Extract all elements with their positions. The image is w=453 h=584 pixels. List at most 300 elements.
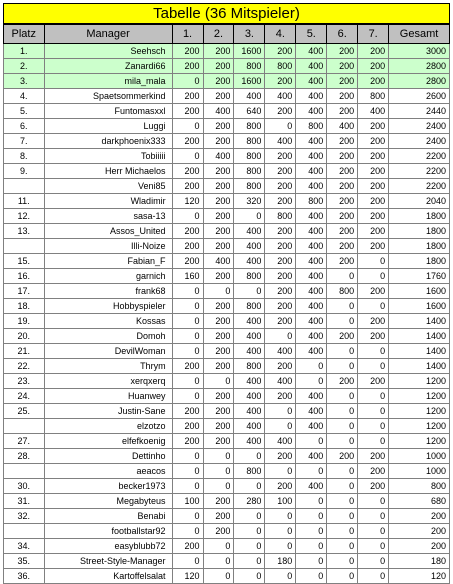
cell-round-4: 400 — [265, 434, 296, 449]
cell-round-1: 200 — [172, 404, 203, 419]
cell-round-2: 200 — [203, 494, 234, 509]
cell-round-7: 200 — [358, 239, 389, 254]
cell-round-5: 0 — [296, 359, 327, 374]
cell-gesamt: 1200 — [389, 404, 450, 419]
cell-round-3: 400 — [234, 419, 265, 434]
cell-round-6: 0 — [327, 554, 358, 569]
cell-round-1: 0 — [172, 314, 203, 329]
cell-platz: 19. — [4, 314, 45, 329]
cell-round-4: 200 — [265, 314, 296, 329]
table-row — [4, 449, 450, 464]
cell-round-1: 0 — [172, 299, 203, 314]
cell-round-7: 200 — [358, 59, 389, 74]
cell-round-6: 0 — [327, 314, 358, 329]
cell-round-1: 200 — [172, 254, 203, 269]
cell-manager: Thrym — [44, 359, 172, 374]
cell-round-5: 400 — [296, 254, 327, 269]
cell-round-6: 400 — [327, 119, 358, 134]
cell-round-2: 200 — [203, 299, 234, 314]
header-round-1: 1. — [172, 25, 203, 44]
cell-manager: elzotzo — [44, 419, 172, 434]
cell-platz: 23. — [4, 374, 45, 389]
cell-manager: Zanardi66 — [44, 59, 172, 74]
cell-round-2: 0 — [203, 464, 234, 479]
cell-round-6: 800 — [327, 284, 358, 299]
cell-manager: xerqxerq — [44, 374, 172, 389]
cell-platz: 7. — [4, 134, 45, 149]
cell-round-2: 400 — [203, 104, 234, 119]
cell-platz: 36. — [4, 569, 45, 584]
cell-round-1: 0 — [172, 509, 203, 524]
table-row — [4, 194, 450, 209]
cell-round-6: 0 — [327, 359, 358, 374]
cell-round-3: 400 — [234, 224, 265, 239]
cell-round-1: 0 — [172, 74, 203, 89]
table-row — [4, 149, 450, 164]
cell-round-1: 0 — [172, 209, 203, 224]
cell-round-3: 0 — [234, 554, 265, 569]
cell-manager: Megabyteus — [44, 494, 172, 509]
cell-manager: aeacos — [44, 464, 172, 479]
cell-platz: 34. — [4, 539, 45, 554]
cell-round-5: 400 — [296, 164, 327, 179]
cell-manager: Tobiiiii — [44, 149, 172, 164]
cell-platz: 6. — [4, 119, 45, 134]
cell-round-7: 0 — [358, 344, 389, 359]
cell-round-6: 200 — [327, 209, 358, 224]
cell-round-2: 0 — [203, 284, 234, 299]
cell-manager: Hobbyspieler — [44, 299, 172, 314]
header-platz: Platz — [4, 25, 45, 44]
cell-manager: darkphoenix333 — [44, 134, 172, 149]
cell-platz — [4, 464, 45, 479]
standings-table — [3, 24, 450, 584]
cell-round-2: 200 — [203, 224, 234, 239]
table-row — [4, 239, 450, 254]
cell-round-2: 200 — [203, 44, 234, 59]
cell-round-2: 400 — [203, 149, 234, 164]
cell-round-5: 400 — [296, 404, 327, 419]
table-row — [4, 179, 450, 194]
cell-round-3: 800 — [234, 299, 265, 314]
cell-round-3: 400 — [234, 254, 265, 269]
cell-round-3: 800 — [234, 269, 265, 284]
cell-round-5: 400 — [296, 104, 327, 119]
cell-manager: Veni85 — [44, 179, 172, 194]
header-round-4: 4. — [265, 25, 296, 44]
cell-platz: 13. — [4, 224, 45, 239]
cell-round-5: 400 — [296, 389, 327, 404]
cell-platz: 28. — [4, 449, 45, 464]
cell-round-1: 120 — [172, 194, 203, 209]
cell-round-7: 200 — [358, 464, 389, 479]
cell-round-3: 0 — [234, 539, 265, 554]
cell-platz — [4, 524, 45, 539]
cell-round-4: 200 — [265, 254, 296, 269]
cell-round-6: 0 — [327, 464, 358, 479]
cell-platz: 22. — [4, 359, 45, 374]
cell-gesamt: 2800 — [389, 74, 450, 89]
cell-platz: 17. — [4, 284, 45, 299]
cell-round-6: 200 — [327, 374, 358, 389]
cell-round-2: 400 — [203, 254, 234, 269]
cell-gesamt: 1600 — [389, 299, 450, 314]
cell-round-4: 400 — [265, 134, 296, 149]
cell-round-6: 200 — [327, 164, 358, 179]
cell-round-2: 200 — [203, 194, 234, 209]
cell-round-6: 200 — [327, 224, 358, 239]
cell-platz: 4. — [4, 89, 45, 104]
cell-round-1: 160 — [172, 269, 203, 284]
cell-round-1: 200 — [172, 434, 203, 449]
table-row — [4, 329, 450, 344]
table-row — [4, 389, 450, 404]
table-row — [4, 134, 450, 149]
table-row — [4, 299, 450, 314]
cell-round-5: 0 — [296, 539, 327, 554]
cell-round-2: 200 — [203, 239, 234, 254]
cell-round-6: 0 — [327, 524, 358, 539]
cell-round-6: 200 — [327, 194, 358, 209]
cell-manager: DevilWoman — [44, 344, 172, 359]
cell-round-2: 0 — [203, 569, 234, 584]
cell-round-3: 0 — [234, 449, 265, 464]
table-row — [4, 89, 450, 104]
cell-round-5: 400 — [296, 284, 327, 299]
cell-round-5: 400 — [296, 314, 327, 329]
cell-platz: 30. — [4, 479, 45, 494]
cell-round-6: 200 — [327, 329, 358, 344]
cell-round-2: 200 — [203, 524, 234, 539]
cell-manager: Seehsch — [44, 44, 172, 59]
cell-gesamt: 180 — [389, 554, 450, 569]
table-row — [4, 314, 450, 329]
table-row — [4, 164, 450, 179]
cell-round-1: 200 — [172, 539, 203, 554]
cell-manager: sasa-13 — [44, 209, 172, 224]
cell-round-6: 0 — [327, 509, 358, 524]
cell-round-6: 200 — [327, 44, 358, 59]
cell-round-3: 400 — [234, 314, 265, 329]
cell-platz: 15. — [4, 254, 45, 269]
cell-round-6: 200 — [327, 74, 358, 89]
cell-round-2: 200 — [203, 89, 234, 104]
cell-manager: frank68 — [44, 284, 172, 299]
cell-round-2: 0 — [203, 554, 234, 569]
cell-gesamt: 200 — [389, 509, 450, 524]
table-row — [4, 464, 450, 479]
cell-round-7: 0 — [358, 404, 389, 419]
table-row — [4, 344, 450, 359]
cell-gesamt: 1200 — [389, 434, 450, 449]
cell-round-1: 0 — [172, 524, 203, 539]
cell-round-1: 200 — [172, 89, 203, 104]
cell-manager: garnich — [44, 269, 172, 284]
cell-gesamt: 2200 — [389, 179, 450, 194]
cell-round-6: 0 — [327, 539, 358, 554]
cell-round-5: 400 — [296, 299, 327, 314]
cell-platz: 3. — [4, 74, 45, 89]
cell-platz: 27. — [4, 434, 45, 449]
cell-gesamt: 2040 — [389, 194, 450, 209]
cell-manager: mila_mala — [44, 74, 172, 89]
cell-platz — [4, 419, 45, 434]
cell-round-6: 200 — [327, 239, 358, 254]
cell-round-5: 400 — [296, 224, 327, 239]
cell-round-1: 200 — [172, 359, 203, 374]
cell-round-1: 200 — [172, 239, 203, 254]
cell-round-1: 0 — [172, 389, 203, 404]
cell-round-2: 200 — [203, 344, 234, 359]
cell-round-3: 0 — [234, 209, 265, 224]
cell-round-7: 0 — [358, 434, 389, 449]
cell-gesamt: 1800 — [389, 224, 450, 239]
cell-round-4: 200 — [265, 299, 296, 314]
cell-round-5: 400 — [296, 74, 327, 89]
cell-round-3: 400 — [234, 344, 265, 359]
cell-round-4: 200 — [265, 479, 296, 494]
cell-platz: 24. — [4, 389, 45, 404]
table-row — [4, 404, 450, 419]
cell-round-1: 0 — [172, 449, 203, 464]
cell-round-2: 200 — [203, 134, 234, 149]
cell-round-4: 0 — [265, 524, 296, 539]
cell-round-6: 0 — [327, 269, 358, 284]
cell-round-7: 200 — [358, 134, 389, 149]
cell-round-4: 100 — [265, 494, 296, 509]
cell-manager: Funtomasxxl — [44, 104, 172, 119]
cell-round-2: 200 — [203, 389, 234, 404]
cell-round-7: 200 — [358, 479, 389, 494]
cell-gesamt: 120 — [389, 569, 450, 584]
cell-round-2: 200 — [203, 419, 234, 434]
cell-round-4: 0 — [265, 119, 296, 134]
cell-gesamt: 2440 — [389, 104, 450, 119]
cell-manager: Wladimir — [44, 194, 172, 209]
cell-round-2: 200 — [203, 314, 234, 329]
cell-round-3: 800 — [234, 164, 265, 179]
cell-round-3: 400 — [234, 239, 265, 254]
cell-round-3: 1600 — [234, 74, 265, 89]
table-row — [4, 269, 450, 284]
cell-platz: 5. — [4, 104, 45, 119]
cell-gesamt: 1200 — [389, 374, 450, 389]
cell-round-5: 0 — [296, 569, 327, 584]
cell-round-5: 0 — [296, 494, 327, 509]
cell-round-2: 200 — [203, 404, 234, 419]
cell-round-3: 800 — [234, 134, 265, 149]
cell-round-4: 200 — [265, 239, 296, 254]
cell-round-3: 800 — [234, 464, 265, 479]
cell-gesamt: 1400 — [389, 329, 450, 344]
cell-round-5: 400 — [296, 329, 327, 344]
cell-platz: 11. — [4, 194, 45, 209]
cell-round-3: 280 — [234, 494, 265, 509]
cell-round-7: 0 — [358, 539, 389, 554]
cell-round-3: 800 — [234, 149, 265, 164]
cell-round-4: 800 — [265, 209, 296, 224]
cell-round-1: 200 — [172, 134, 203, 149]
cell-manager: Benabi — [44, 509, 172, 524]
cell-round-7: 200 — [358, 449, 389, 464]
cell-round-2: 200 — [203, 119, 234, 134]
cell-round-7: 0 — [358, 509, 389, 524]
cell-platz: 18. — [4, 299, 45, 314]
cell-round-6: 0 — [327, 404, 358, 419]
cell-manager: Assos_United — [44, 224, 172, 239]
cell-manager: Justin-Sane — [44, 404, 172, 419]
cell-round-5: 800 — [296, 119, 327, 134]
cell-manager: Herr Michaelos — [44, 164, 172, 179]
cell-round-2: 0 — [203, 539, 234, 554]
cell-round-3: 800 — [234, 359, 265, 374]
cell-round-5: 400 — [296, 209, 327, 224]
cell-round-4: 0 — [265, 329, 296, 344]
cell-round-6: 200 — [327, 449, 358, 464]
header-manager: Manager — [44, 25, 172, 44]
header-round-6: 6. — [327, 25, 358, 44]
cell-round-1: 200 — [172, 104, 203, 119]
cell-round-6: 0 — [327, 434, 358, 449]
cell-round-4: 200 — [265, 359, 296, 374]
cell-round-3: 800 — [234, 179, 265, 194]
cell-round-7: 200 — [358, 314, 389, 329]
table-row — [4, 284, 450, 299]
cell-round-7: 0 — [358, 299, 389, 314]
cell-manager: Kartoffelsalat — [44, 569, 172, 584]
cell-round-4: 400 — [265, 374, 296, 389]
cell-round-4: 0 — [265, 569, 296, 584]
cell-round-4: 200 — [265, 179, 296, 194]
cell-round-3: 0 — [234, 284, 265, 299]
table-row — [4, 374, 450, 389]
cell-round-7: 200 — [358, 44, 389, 59]
cell-round-6: 0 — [327, 494, 358, 509]
cell-round-6: 200 — [327, 104, 358, 119]
cell-round-1: 0 — [172, 284, 203, 299]
cell-round-3: 1600 — [234, 44, 265, 59]
cell-round-3: 0 — [234, 569, 265, 584]
cell-round-6: 200 — [327, 89, 358, 104]
cell-gesamt: 1200 — [389, 419, 450, 434]
table-row — [4, 554, 450, 569]
cell-round-3: 400 — [234, 89, 265, 104]
cell-round-7: 400 — [358, 104, 389, 119]
table-row — [4, 479, 450, 494]
cell-gesamt: 2200 — [389, 149, 450, 164]
cell-manager: Fabian_F — [44, 254, 172, 269]
cell-round-1: 0 — [172, 149, 203, 164]
cell-round-5: 0 — [296, 464, 327, 479]
cell-platz: 1. — [4, 44, 45, 59]
cell-platz: 16. — [4, 269, 45, 284]
cell-manager: Spaetsommerkind — [44, 89, 172, 104]
cell-round-4: 0 — [265, 419, 296, 434]
cell-round-4: 400 — [265, 89, 296, 104]
cell-gesamt: 200 — [389, 524, 450, 539]
cell-round-3: 0 — [234, 509, 265, 524]
table-row — [4, 434, 450, 449]
header-row — [4, 25, 450, 44]
cell-gesamt: 200 — [389, 539, 450, 554]
cell-manager: elfefkoenig — [44, 434, 172, 449]
cell-round-4: 200 — [265, 149, 296, 164]
cell-round-1: 200 — [172, 419, 203, 434]
cell-round-7: 0 — [358, 269, 389, 284]
cell-gesamt: 1800 — [389, 209, 450, 224]
cell-round-4: 0 — [265, 404, 296, 419]
cell-round-6: 0 — [327, 299, 358, 314]
cell-gesamt: 1400 — [389, 344, 450, 359]
cell-round-3: 0 — [234, 524, 265, 539]
cell-round-3: 400 — [234, 389, 265, 404]
cell-round-3: 800 — [234, 59, 265, 74]
cell-round-4: 200 — [265, 389, 296, 404]
cell-gesamt: 1800 — [389, 239, 450, 254]
cell-platz: 20. — [4, 329, 45, 344]
cell-round-7: 800 — [358, 89, 389, 104]
table-row — [4, 209, 450, 224]
cell-gesamt: 3000 — [389, 44, 450, 59]
cell-manager: Domoh — [44, 329, 172, 344]
table-row — [4, 74, 450, 89]
cell-round-2: 0 — [203, 374, 234, 389]
cell-round-4: 400 — [265, 344, 296, 359]
cell-gesamt: 1400 — [389, 359, 450, 374]
cell-round-3: 640 — [234, 104, 265, 119]
cell-round-3: 0 — [234, 479, 265, 494]
cell-round-4: 0 — [265, 464, 296, 479]
cell-round-4: 200 — [265, 164, 296, 179]
cell-manager: Illi-Noize — [44, 239, 172, 254]
cell-round-2: 0 — [203, 479, 234, 494]
cell-round-1: 0 — [172, 479, 203, 494]
cell-round-4: 200 — [265, 449, 296, 464]
cell-round-6: 0 — [327, 479, 358, 494]
cell-round-7: 200 — [358, 149, 389, 164]
cell-round-4: 0 — [265, 539, 296, 554]
cell-manager: Street-Style-Manager — [44, 554, 172, 569]
cell-gesamt: 2400 — [389, 134, 450, 149]
cell-round-4: 200 — [265, 104, 296, 119]
table-title: Tabelle (36 Mitspieler) — [3, 3, 450, 24]
cell-gesamt: 2600 — [389, 89, 450, 104]
cell-round-1: 200 — [172, 179, 203, 194]
cell-round-1: 0 — [172, 374, 203, 389]
cell-round-1: 200 — [172, 44, 203, 59]
cell-round-2: 200 — [203, 74, 234, 89]
cell-round-6: 200 — [327, 59, 358, 74]
cell-round-4: 200 — [265, 74, 296, 89]
cell-round-5: 400 — [296, 59, 327, 74]
cell-gesamt: 1000 — [389, 464, 450, 479]
cell-round-4: 800 — [265, 59, 296, 74]
cell-platz: 2. — [4, 59, 45, 74]
table-row — [4, 569, 450, 584]
cell-round-1: 100 — [172, 494, 203, 509]
cell-round-5: 400 — [296, 149, 327, 164]
cell-round-7: 200 — [358, 74, 389, 89]
cell-round-2: 200 — [203, 269, 234, 284]
header-round-3: 3. — [234, 25, 265, 44]
cell-platz: 25. — [4, 404, 45, 419]
table-row — [4, 509, 450, 524]
cell-platz — [4, 179, 45, 194]
cell-round-5: 0 — [296, 509, 327, 524]
cell-round-7: 0 — [358, 389, 389, 404]
cell-round-5: 400 — [296, 89, 327, 104]
cell-round-7: 0 — [358, 524, 389, 539]
